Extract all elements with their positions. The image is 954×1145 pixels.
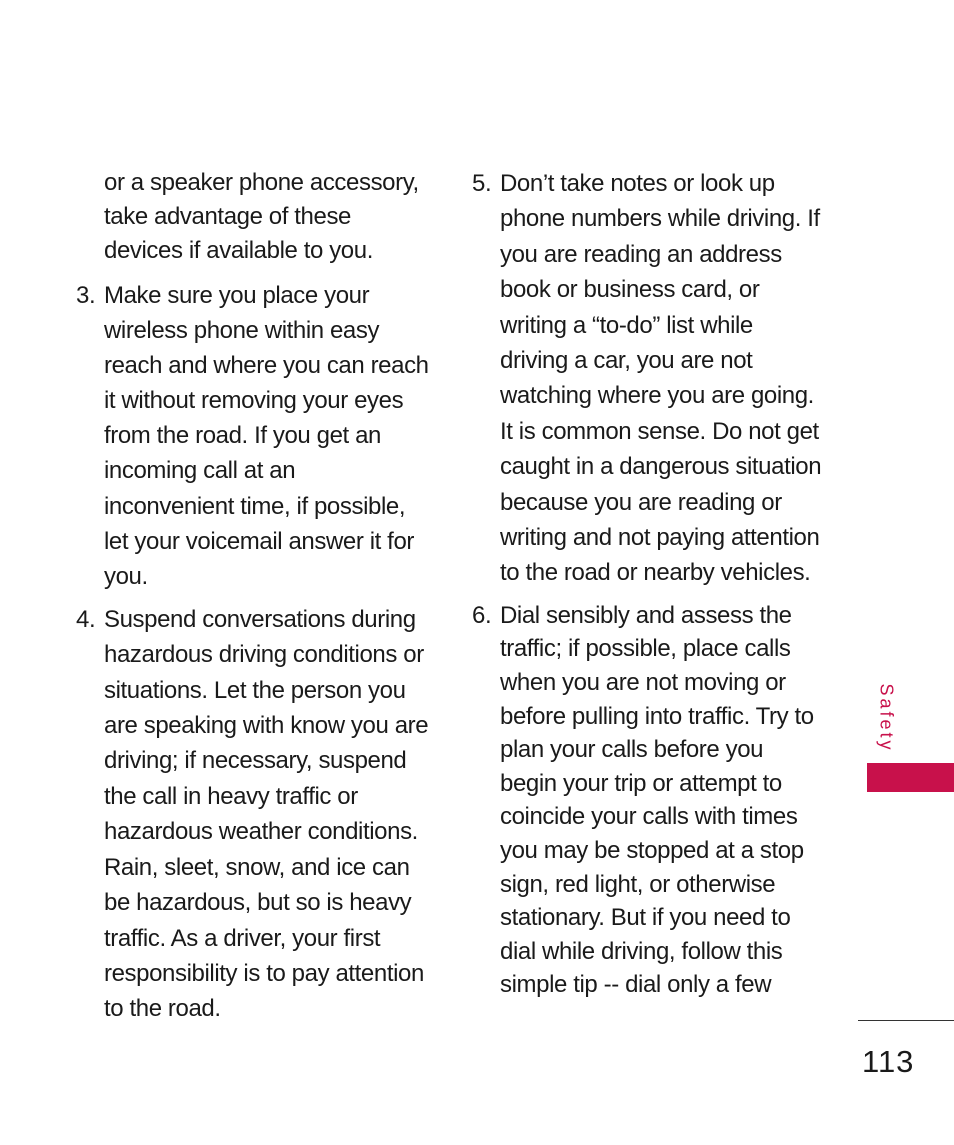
list-item-text: Suspend conversations during hazardous driving conditions or situations. Let the person you are speaking with know you are driving; if necessary, suspend the call in heavy traffic or hazardous weather conditions. Rain, sleet, snow, and ice can be hazardous, but so is heavy traffic. As a driver, your first responsibility is to pay attention to the road.: [104, 605, 429, 1023]
list-item-5: [468, 166, 826, 591]
list-item-number: 4.: [76, 605, 96, 633]
footer-rule: [858, 1020, 954, 1021]
list-item-number: 3.: [76, 282, 96, 309]
list-item-3: [72, 278, 430, 594]
section-tab-label: Safety: [876, 683, 897, 753]
section-tab-marker: [867, 763, 954, 792]
list-item-text: Dial sensibly and assess the traffic; if possible, place calls when you are not moving or before pulling into traffic. Try to plan your calls before you begin your trip or attempt to coincide your calls with times you may be stopped at a stop sign, red light, or otherwise stationary. But if you need to dial while driving, follow this simple tip -- dial only a few: [500, 601, 814, 999]
list-item-text: Don’t take notes or look up phone numbers while driving. If you are reading an address book or business card, or writing a “to-do” list while driving a car, you are not watching where you are going. It is common sense. Do not get caught in a dangerous situation because you are reading or writing and not paying attention to the road or nearby vehicles.: [500, 170, 822, 587]
page-number: 113: [862, 1044, 915, 1079]
continued-paragraph: or a speaker phone accessory, take advantage of these devices if available to you.: [104, 169, 419, 264]
left-column: [72, 166, 430, 1035]
right-column: [468, 166, 826, 1010]
list-item-number: 5.: [472, 170, 492, 197]
list-item-6: [468, 599, 826, 1002]
list-item-number: 6.: [472, 601, 492, 629]
list-item-4: [72, 602, 430, 1027]
list-item-text: Make sure you place your wireless phone within easy reach and where you can reach it without removing your eyes from the road. If you get an incoming call at an inconvenient time, if possible, let your voicemail answer it for you.: [104, 282, 429, 590]
